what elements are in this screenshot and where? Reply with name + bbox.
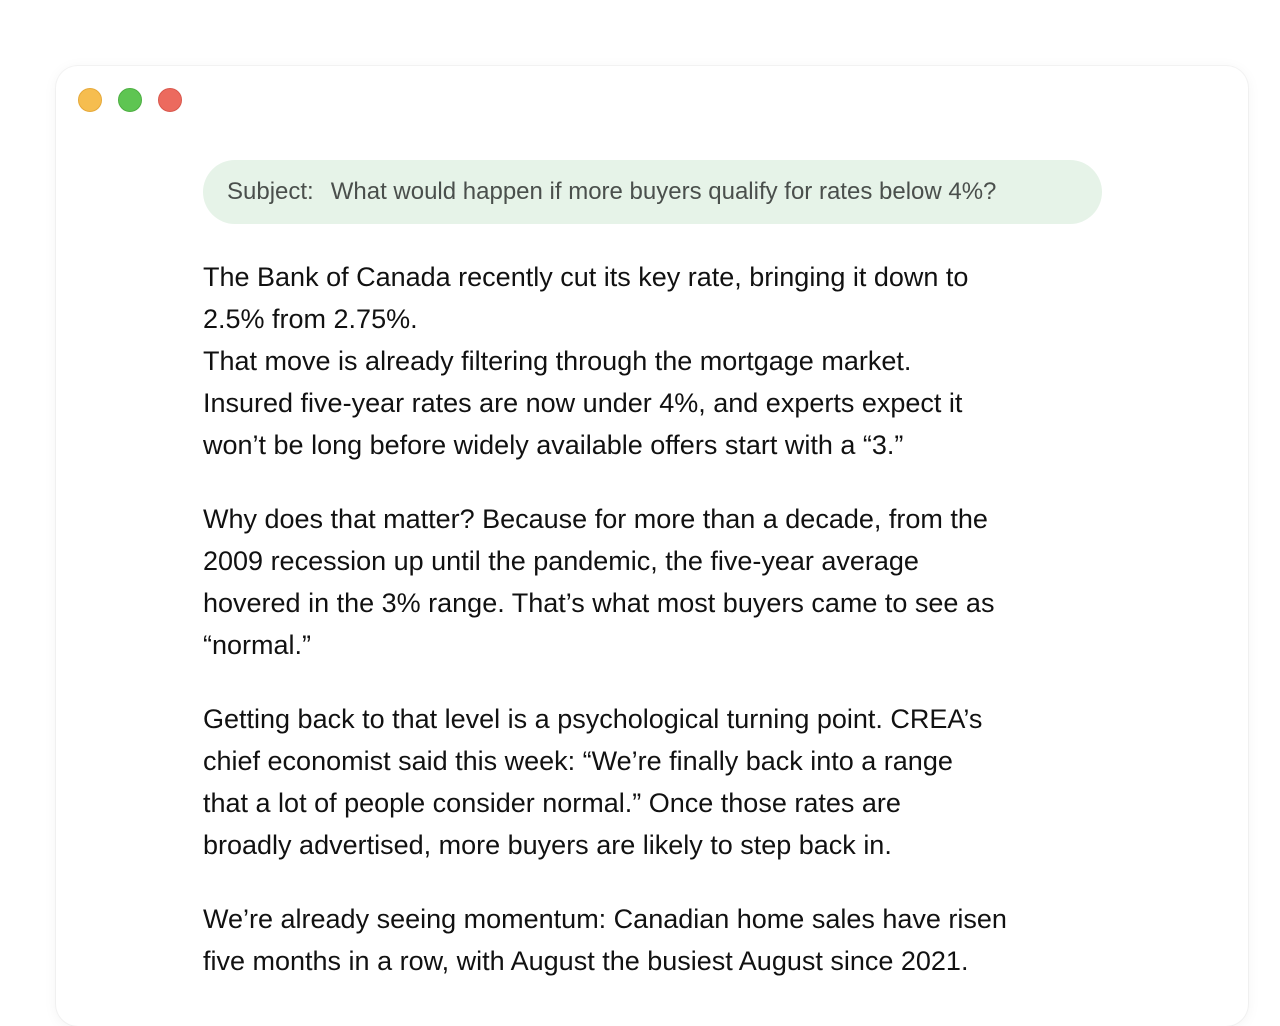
text-line: chief economist said this week: “We’re finally back into a range (203, 746, 953, 776)
paragraph (203, 898, 1103, 982)
text-line: 2009 recession up until the pandemic, the five-year average (203, 546, 919, 576)
window-controls (78, 88, 182, 112)
text-line: Getting back to that level is a psychological turning point. CREA’s (203, 704, 983, 734)
text-line: five months in a row, with August the busiest August since 2021. (203, 946, 969, 976)
text-line: The Bank of Canada recently cut its key rate, bringing it down to (203, 262, 969, 292)
text-line: That move is already filtering through the mortgage market. (203, 346, 912, 376)
text-line: won’t be long before widely available offers start with a “3.” (203, 430, 904, 460)
close-button[interactable] (158, 88, 182, 112)
paragraph (203, 498, 1103, 666)
text-line: that a lot of people consider normal.” Once those rates are (203, 788, 901, 818)
subject-bar (203, 160, 1102, 224)
maximize-button[interactable] (118, 88, 142, 112)
text-line: broadly advertised, more buyers are likely to step back in. (203, 830, 892, 860)
text-line: 2.5% from 2.75%. (203, 304, 418, 334)
text-line: Why does that matter? Because for more than a decade, from the (203, 504, 988, 534)
subject-text: What would happen if more buyers qualify for rates below 4%? (330, 178, 997, 205)
text-line: “normal.” (203, 630, 312, 660)
message-body (203, 256, 1103, 1014)
paragraph (203, 256, 1103, 466)
subject-label: Subject: (227, 178, 314, 205)
text-line: Insured five-year rates are now under 4%, and experts expect it (203, 388, 963, 418)
text-line: We’re already seeing momentum: Canadian home sales have risen (203, 904, 1007, 934)
paragraph (203, 698, 1103, 866)
app-window (56, 66, 1248, 1026)
text-line: hovered in the 3% range. That’s what most buyers came to see as (203, 588, 995, 618)
minimize-button[interactable] (78, 88, 102, 112)
